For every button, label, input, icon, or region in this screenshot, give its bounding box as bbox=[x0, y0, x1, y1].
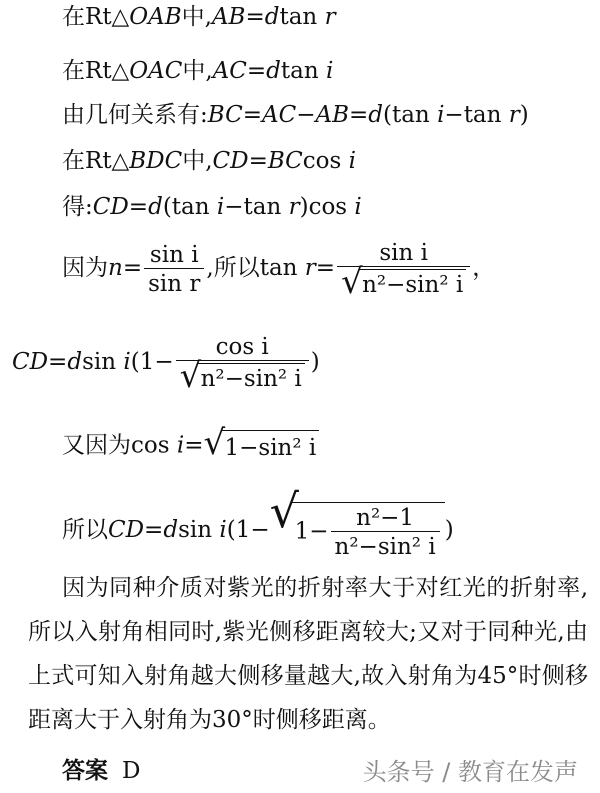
line-8 bbox=[62, 423, 319, 463]
var: CD bbox=[12, 349, 49, 375]
text: = bbox=[242, 102, 262, 128]
line-6 bbox=[62, 240, 496, 302]
fraction-inner bbox=[331, 505, 440, 560]
text: = bbox=[122, 255, 143, 281]
var: AC bbox=[212, 58, 247, 84]
var: i bbox=[123, 349, 131, 375]
line-9 bbox=[62, 484, 454, 560]
radical bbox=[203, 423, 319, 463]
var: CD bbox=[108, 517, 145, 543]
numerator: cos i bbox=[215, 334, 269, 360]
radicand: 1−sin² i bbox=[221, 430, 319, 463]
var: CD bbox=[92, 194, 129, 220]
answer-label: 答案 bbox=[62, 758, 108, 784]
var: BC bbox=[207, 102, 243, 128]
radical bbox=[269, 484, 445, 560]
func: cos bbox=[131, 432, 177, 459]
answer-line bbox=[62, 756, 140, 786]
var: d bbox=[67, 349, 83, 375]
line-3 bbox=[62, 100, 529, 130]
var: d bbox=[163, 517, 179, 543]
text: = bbox=[315, 255, 336, 281]
text: 所以 bbox=[62, 517, 108, 543]
var: BDC bbox=[129, 148, 183, 174]
text: 在Rt△ bbox=[62, 148, 130, 174]
numerator: n²−1 bbox=[356, 505, 415, 531]
func: cos bbox=[302, 148, 349, 174]
text: 在Rt△ bbox=[62, 4, 130, 30]
sqrt-icon: √ bbox=[179, 356, 202, 396]
radicand bbox=[292, 502, 445, 560]
text: 因为 bbox=[62, 255, 108, 281]
line-4 bbox=[62, 146, 356, 176]
text: − bbox=[296, 102, 316, 128]
var: BC bbox=[267, 148, 303, 174]
radical bbox=[179, 356, 305, 396]
func: sin bbox=[82, 349, 124, 375]
text: = bbox=[184, 432, 204, 459]
var: OAB bbox=[129, 4, 182, 30]
line-1 bbox=[62, 2, 336, 32]
numerator: sin i bbox=[379, 240, 428, 266]
radical bbox=[341, 262, 466, 302]
fraction-tan-r bbox=[337, 240, 470, 302]
text: 中, bbox=[182, 148, 213, 174]
func: tan bbox=[279, 4, 318, 30]
text: 又因为 bbox=[62, 432, 131, 459]
text: −tan bbox=[224, 194, 289, 220]
text: = bbox=[248, 148, 268, 174]
text: = bbox=[348, 102, 369, 128]
var: i bbox=[216, 194, 225, 220]
text: ) bbox=[519, 102, 529, 128]
answer-value: D bbox=[122, 758, 141, 784]
text: 中, bbox=[182, 58, 213, 84]
text: ) bbox=[444, 517, 454, 543]
text: = bbox=[48, 349, 68, 375]
var: r bbox=[288, 194, 300, 220]
var: r bbox=[304, 255, 316, 281]
text: = bbox=[128, 194, 149, 220]
text: ,所以tan bbox=[206, 255, 305, 281]
var: i bbox=[437, 102, 445, 128]
text: )cos bbox=[299, 194, 355, 220]
var: i bbox=[348, 148, 356, 174]
var: r bbox=[324, 4, 336, 30]
radicand: n²−sin² i bbox=[359, 269, 466, 298]
denominator bbox=[176, 356, 309, 396]
var: d bbox=[148, 194, 163, 220]
text: −tan bbox=[444, 102, 509, 128]
var: i bbox=[354, 194, 362, 220]
denominator bbox=[337, 262, 470, 302]
func: sin bbox=[178, 517, 220, 543]
denominator: n²−sin² i bbox=[331, 531, 440, 560]
explanation-paragraph: 因为同种介质对紫光的折射率大于对红光的折射率,所以入射角相同时,紫光侧移距离较大;又对于同种光,由上式可知入射角越大侧移量越大,故入射角为45°时侧移距离大于入射角为30°时侧移距离。 bbox=[28, 575, 588, 733]
text: = bbox=[246, 58, 267, 84]
text: (tan bbox=[383, 102, 438, 128]
var: d bbox=[368, 102, 383, 128]
var: d bbox=[266, 58, 281, 84]
text: 由几何关系有: bbox=[62, 102, 208, 128]
var: i bbox=[325, 58, 334, 84]
var: i bbox=[176, 432, 185, 459]
sqrt-icon: √ bbox=[341, 262, 363, 302]
text: = bbox=[144, 517, 164, 543]
denominator: sin r bbox=[144, 268, 204, 297]
text: (1− bbox=[130, 349, 174, 375]
sqrt-icon: √ bbox=[269, 484, 299, 538]
text: 得: bbox=[62, 194, 93, 220]
text: 在Rt△ bbox=[62, 58, 130, 84]
text: (1− bbox=[226, 517, 270, 543]
var: CD bbox=[212, 148, 249, 174]
var: d bbox=[264, 4, 280, 30]
text: ， bbox=[472, 255, 496, 281]
text: 中, bbox=[181, 4, 212, 30]
sqrt-icon: √ bbox=[203, 423, 226, 463]
var: n bbox=[108, 255, 123, 281]
func: tan bbox=[280, 58, 319, 84]
text: 1− bbox=[294, 518, 329, 545]
line-5 bbox=[62, 192, 362, 222]
fraction-n bbox=[144, 242, 204, 297]
var: AB bbox=[315, 102, 349, 128]
text: ) bbox=[310, 349, 320, 375]
line-2 bbox=[62, 56, 333, 86]
var: OAC bbox=[129, 58, 183, 84]
numerator: sin i bbox=[149, 241, 199, 268]
fraction-cd bbox=[176, 334, 309, 396]
var: i bbox=[219, 517, 227, 543]
text: = bbox=[245, 4, 265, 30]
text: (tan bbox=[162, 194, 217, 220]
var: r bbox=[508, 102, 520, 128]
radicand: n²−sin² i bbox=[198, 363, 305, 392]
var: AB bbox=[211, 4, 246, 30]
var: AC bbox=[261, 102, 297, 128]
line-7 bbox=[12, 334, 320, 396]
watermark: 头条号 / 教育在发声 bbox=[362, 758, 578, 786]
